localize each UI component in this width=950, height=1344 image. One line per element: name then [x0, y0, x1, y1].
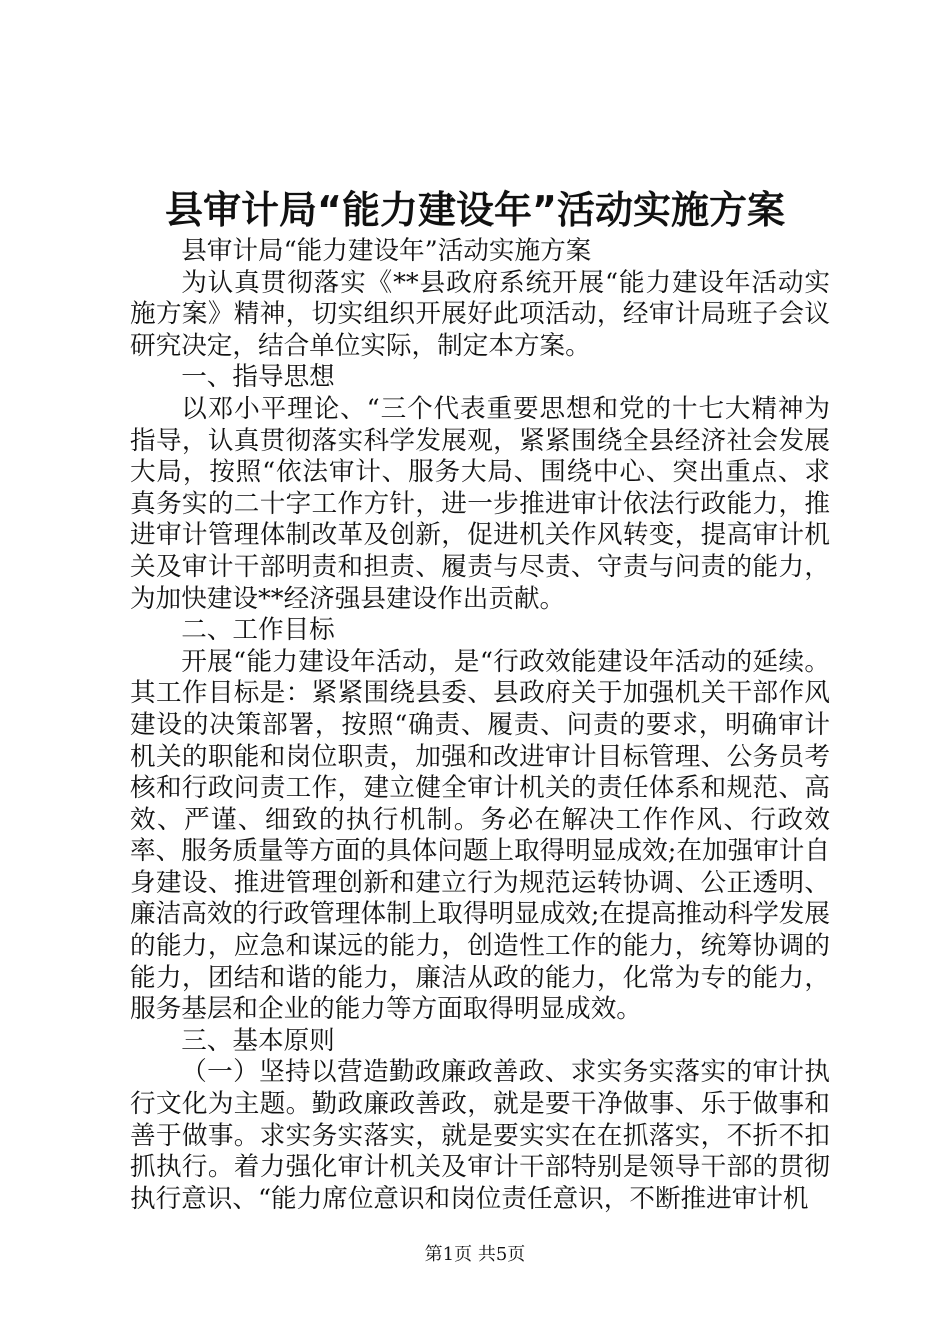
section-1-heading: 一、指导思想 — [181, 362, 335, 393]
section-3-heading: 三、基本原则 — [181, 1025, 335, 1056]
document-title: 县审计局“能力建设年”活动实施方案 — [165, 188, 785, 232]
section-2-heading: 二、工作目标 — [181, 615, 335, 646]
section-3-paragraph: （一）坚持以营造勤政廉政善政、求实务实落实的审计执行文化为主题。勤政廉政善政，就是要干净做事、乐于做事和善于做事。求实务实落实，就是要实实在在抓落实，不折不扣抓执行。着力强化审计机关及审计干部特别是领导干部的贯彻执行意识、“能力席位意识和岗位责任意识，不断推进审计机 — [130, 1057, 830, 1214]
section-2-paragraph: 开展“能力建设年活动，是“行政效能建设年活动的延续。其工作目标是：紧紧围绕县委、县政府关于加强机关干部作风建设的决策部署，按照“确责、履责、问责的要求，明确审计机关的职能和岗位职责，加强和改进审计目标管理、公务员考核和行政问责工作，建立健全审计机关的责任体系和规范、高效、严谨、细致的执行机制。务必在解决工作作风、行政效率、服务质量等方面的具体问题上取得明显成效;在加强审计自身建设、推进管理创新和建立行为规范运转协调、公正透明、廉洁高效的行政管理体制上取得明显成效;在提高推动科学发展的能力，应急和谋远的能力，创造性工作的能力，统筹协调的能力，团结和谐的能力，廉洁从政的能力，化常为专的能力，服务基层和企业的能力等方面取得明显成效。 — [130, 646, 830, 1025]
document-body — [130, 236, 830, 1215]
page-footer: 第1页 共5页 — [424, 1244, 526, 1265]
section-1-paragraph: 以邓小平理论、“三个代表重要思想和党的十七大精神为指导，认真贯彻落实科学发展观，紧紧围绕全县经济社会发展大局，按照“依法审计、服务大局、围绕中心、突出重点、求真务实的二十字工作方针，进一步推进审计依法行政能力，推进审计管理体制改革及创新，促进机关作风转变，提高审计机关及审计干部明责和担责、履责与尽责、守责与问责的能力，为加快建设**经济强县建设作出贡献。 — [130, 393, 830, 614]
intro-paragraph: 为认真贯彻落实《**县政府系统开展“能力建设年活动实施方案》精神，切实组织开展好此项活动，经审计局班子会议研究决定，结合单位实际，制定本方案。 — [130, 267, 830, 361]
document-subtitle: 县审计局“能力建设年”活动实施方案 — [181, 236, 592, 266]
